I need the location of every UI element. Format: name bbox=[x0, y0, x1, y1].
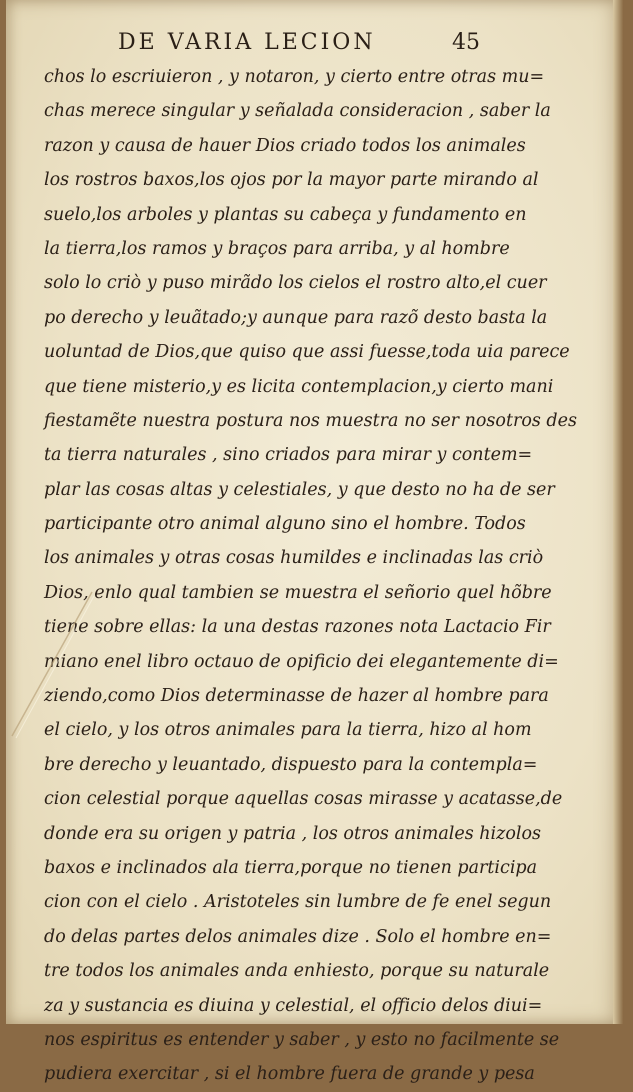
text-line: uoluntad de Dios,que quiso que assi fuesse,toda uia parece bbox=[44, 342, 570, 363]
text-line: razon y causa de hauer Dios criado todos los animales bbox=[44, 135, 526, 156]
book-page bbox=[6, 0, 623, 1085]
text-line: la tierra,los ramos y braços para arriba, y al hombre bbox=[44, 238, 510, 259]
text-line: cion celestial porque aquellas cosas mirasse y acatasse,de bbox=[44, 789, 563, 810]
text-line: Dios, enlo qual tambien se muestra el señorio quel hõbre bbox=[44, 582, 552, 603]
text-line: que tiene misterio,y es licita contemplacion,y cierto mani bbox=[44, 376, 554, 397]
running-title: DE VARIA LECION bbox=[118, 30, 376, 55]
text-line: participante otro animal alguno sino el hombre. Todos bbox=[44, 514, 526, 535]
text-line: chas merece singular y señalada consideracion , saber la bbox=[44, 101, 551, 122]
text-line: chos lo escriuieron , y notaron, y cierto entre otras mu= bbox=[44, 67, 545, 87]
text-line: fiestamẽte nuestra postura nos muestra no ser nosotros des bbox=[44, 410, 577, 431]
page-edge bbox=[613, 0, 623, 1024]
text-line: ta tierra naturales , sino criados para mirar y contem= bbox=[44, 445, 533, 466]
text-line: pudiera exercitar , si el hombre fuera de grande y pesa bbox=[44, 1064, 535, 1085]
text-line: donde era su origen y patria , los otros animales hizolos bbox=[44, 823, 542, 844]
text-line: plar las cosas altas y celestiales, y que desto no ha de ser bbox=[44, 479, 555, 500]
text-line: solo lo criò y puso mirãdo los cielos el rostro alto,el cuer bbox=[44, 273, 547, 294]
text-line: los animales y otras cosas humildes e inclinadas las criò bbox=[44, 548, 544, 569]
page-crease bbox=[8, 590, 98, 740]
text-line: tre todos los animales anda enhiesto, porque su naturale bbox=[44, 961, 550, 982]
text-line: za y sustancia es diuina y celestial, el officio delos diui= bbox=[44, 995, 543, 1016]
text-line: el cielo, y los otros animales para la tierra, hizo al hom bbox=[44, 720, 532, 741]
text-line: baxos e inclinados ala tierra,porque no tienen participa bbox=[44, 857, 538, 878]
text-line: los rostros baxos,los ojos por la mayor parte mirando al bbox=[44, 170, 539, 191]
text-line: do delas partes delos animales dize . Solo el hombre en= bbox=[44, 926, 552, 947]
page-number: 45 bbox=[452, 30, 480, 55]
text-line: po derecho y leuãtado;y aunque para razõ desto basta la bbox=[44, 307, 548, 328]
text-line: cion con el cielo . Aristoteles sin lumbre de fe enel segun bbox=[44, 892, 552, 913]
text-block bbox=[44, 60, 577, 1092]
text-line: nos espiritus es entender y saber , y esto no facilmente se bbox=[44, 1029, 560, 1050]
text-line: suelo,los arboles y plantas su cabeça y fundamento en bbox=[44, 204, 527, 225]
text-line: miano enel libro octauo de opificio dei elegantemente di= bbox=[44, 651, 559, 672]
text-line: tiene sobre ellas: la una destas razones nota Lactacio Fir bbox=[44, 617, 551, 638]
text-line: bre derecho y leuantado, dispuesto para la contempla= bbox=[44, 754, 538, 775]
text-line: ziendo,como Dios determinasse de hazer al hombre para bbox=[44, 686, 549, 707]
